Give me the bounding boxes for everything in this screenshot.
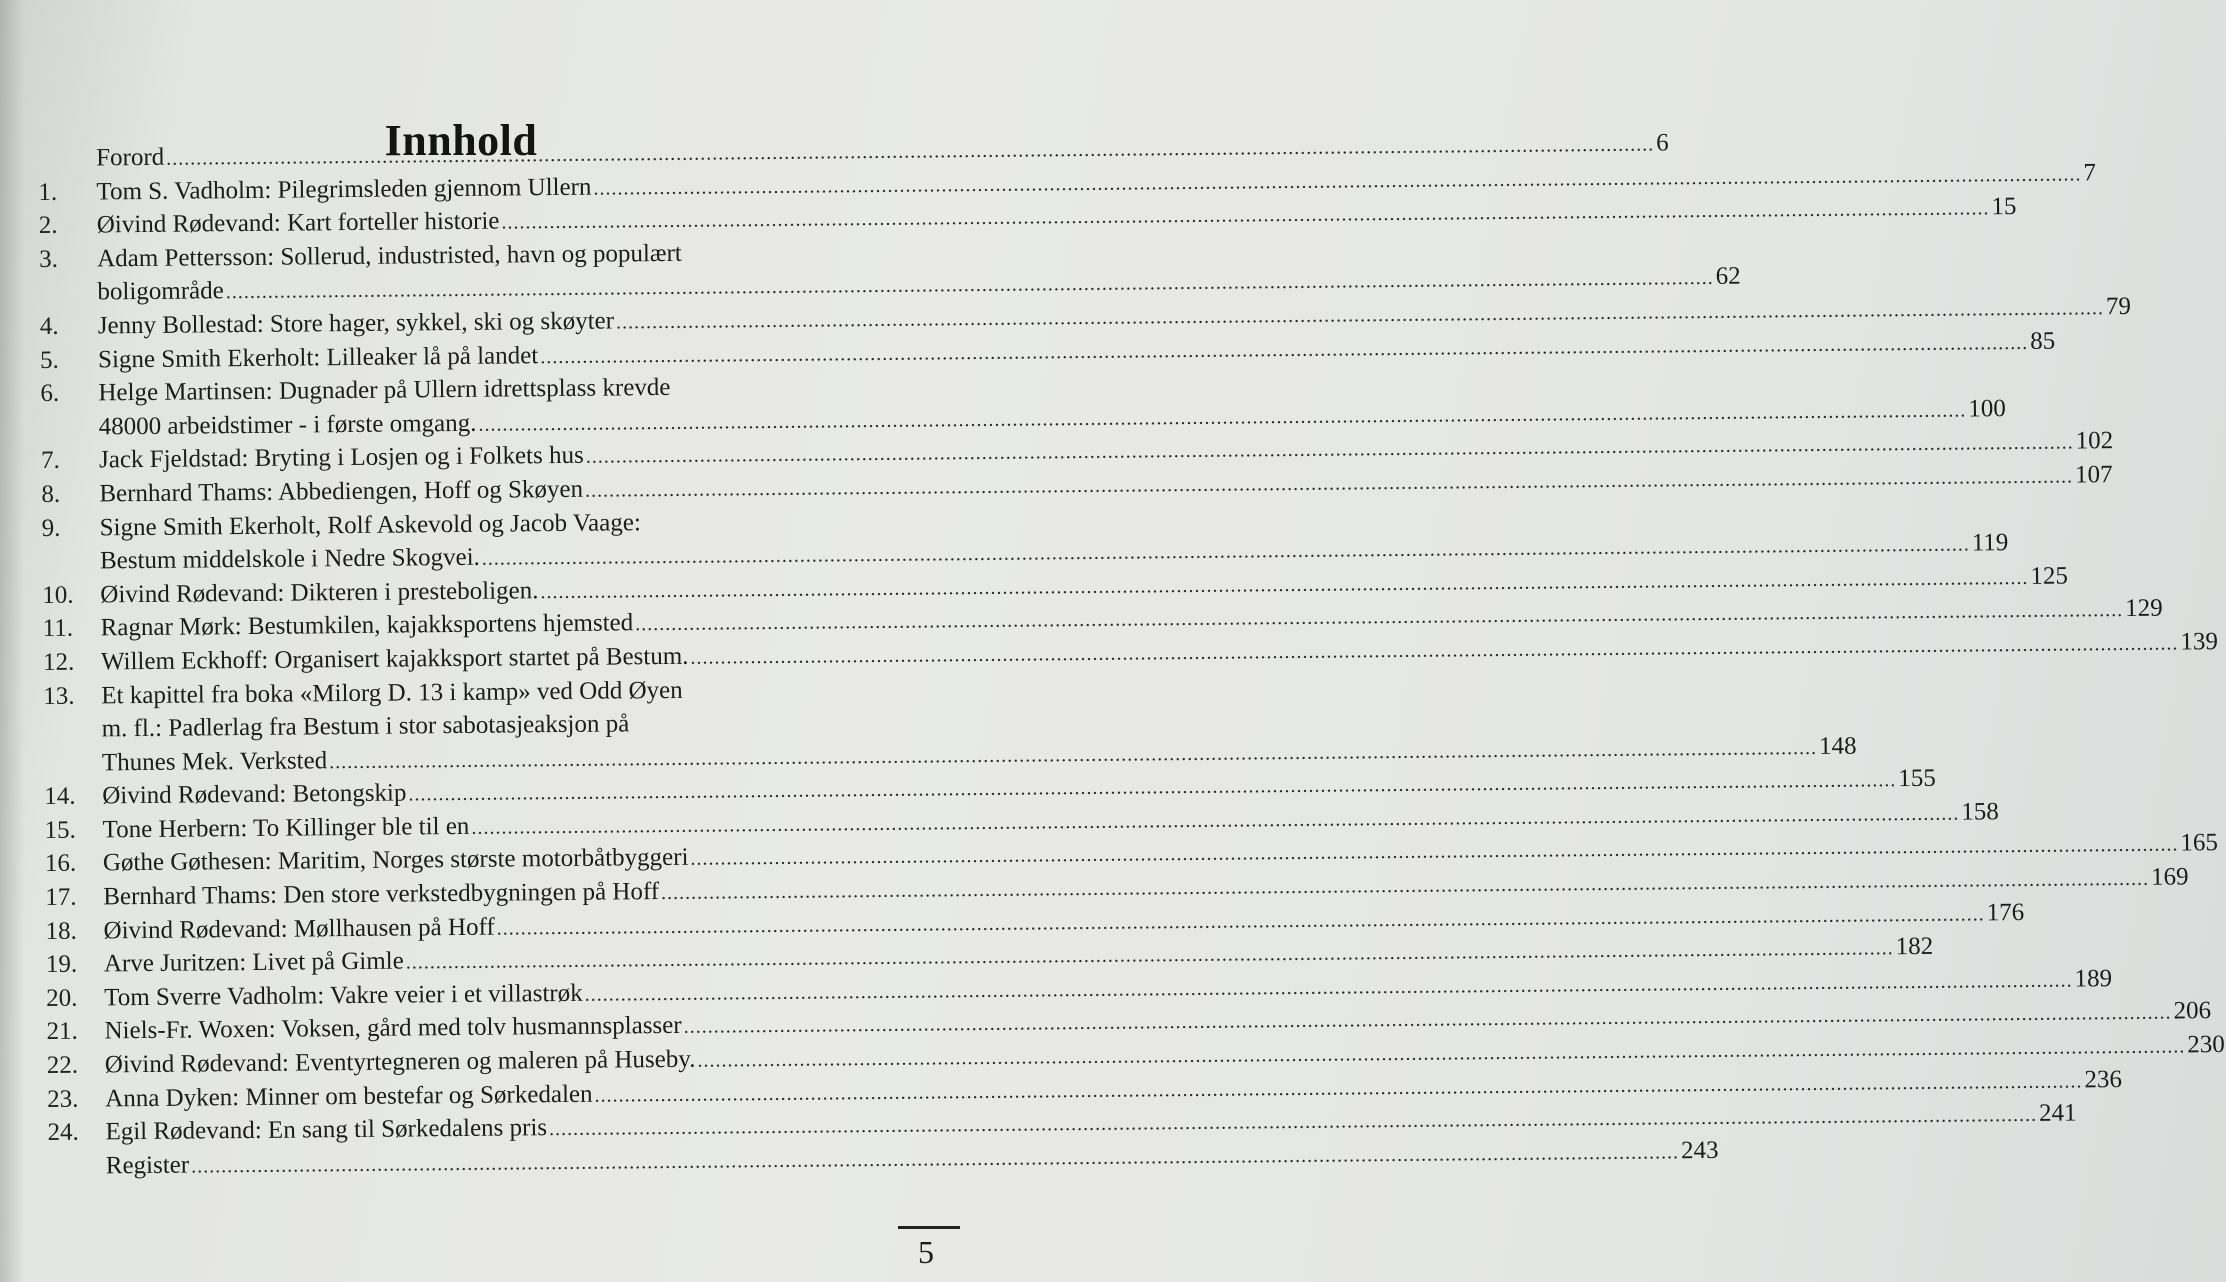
entry-page-number: 129 xyxy=(2124,594,2163,623)
entry-number: 17. xyxy=(45,883,77,912)
entry-number xyxy=(40,300,98,301)
entry-title: Jack Fjeldstad: Bryting i Losjen og i Folkets hus xyxy=(98,442,584,474)
toc-entry xyxy=(43,671,1857,780)
entry-number: 21. xyxy=(46,1018,78,1046)
entry-title: Register xyxy=(105,1151,190,1180)
entry-title: Tom Sverre Vadholm: Vakre veier i et villastrøk xyxy=(104,979,583,1012)
entry-number: 19. xyxy=(45,950,78,979)
entry-number: 20. xyxy=(46,984,78,1012)
entry-page-number: 155 xyxy=(1898,765,1936,793)
entry-number: 14. xyxy=(44,782,76,811)
entry-title: Tone Herbern: To Killinger ble til en xyxy=(102,812,470,844)
entry-title: Øivind Rødevand: Eventyrtegneren og maleren på Huseby. xyxy=(104,1045,696,1079)
entry-number: 9. xyxy=(41,514,61,542)
entry-page-number: 102 xyxy=(2075,427,2114,455)
entry-page-number: 169 xyxy=(2150,863,2189,891)
entry-page-number: 119 xyxy=(1971,529,2009,557)
entry-page-number: 107 xyxy=(2074,461,2113,489)
entry-page-number: 125 xyxy=(2030,562,2068,590)
entry-title: Øivind Rødevand: Møllhausen på Hoff xyxy=(103,913,495,945)
entry-page-number: 79 xyxy=(2105,292,2132,321)
entry-title: Øivind Rødevand: Dikteren i presteboligen. xyxy=(100,576,539,609)
entry-page-number: 182 xyxy=(1895,933,1934,961)
entry-page-number: 100 xyxy=(1968,394,2006,423)
entry-title: Niels-Fr. Woxen: Voksen, gård med tolv husmannsplasser xyxy=(104,1012,682,1045)
entry-title: Thunes Mek. Verksted xyxy=(101,746,328,777)
entry-title: Willem Eckhoff: Organisert kajakksport startet på Bestum. xyxy=(100,642,689,676)
toc-entry-line xyxy=(48,1136,1719,1184)
entry-number: 24. xyxy=(47,1118,79,1147)
toc-entry xyxy=(38,235,1741,310)
entry-page-number: 85 xyxy=(2030,327,2056,355)
toc-entry xyxy=(40,369,2006,444)
entry-number xyxy=(41,434,99,435)
entry-page-number: 139 xyxy=(2180,628,2219,656)
entry-number xyxy=(44,770,102,771)
entry-title: Ragnar Mørk: Bestumkilen, kajakksportens hjemsted xyxy=(100,609,634,642)
entry-title: Gøthe Gøthesen: Maritim, Norges største motorbåtbyggeri xyxy=(102,844,689,877)
entry-title: Tom S. Vadholm: Pilegrimsleden gjennom Ullern xyxy=(96,173,592,206)
entry-title: Forord xyxy=(96,143,165,172)
entry-title: 48000 arbeidstimer - i første omgang. xyxy=(98,409,477,441)
entry-page-number: 243 xyxy=(1680,1136,1719,1165)
entry-title: Bestum middelskole i Nedre Skogvei. xyxy=(99,543,480,575)
toc-entry xyxy=(48,1136,1719,1184)
entry-number xyxy=(44,737,102,738)
entry-number: 8. xyxy=(41,480,61,508)
page-number: 5 xyxy=(918,1234,934,1270)
entry-page-number: 176 xyxy=(1986,898,2025,926)
entry-title: Bernhard Thams: Abbediengen, Hoff og Skøyen xyxy=(99,475,584,508)
entry-page-number: 7 xyxy=(2083,158,2096,186)
entry-number: 16. xyxy=(44,850,77,878)
entry-number: 2. xyxy=(38,212,58,240)
entry-title: boligområde xyxy=(97,277,224,306)
entry-page-number: 241 xyxy=(2038,1099,2077,1128)
entry-title: Jenny Bollestad: Store hager, sykkel, ski og skøyter xyxy=(97,307,615,340)
entry-title: Egil Rødevand: En sang til Sørkedalens pris xyxy=(105,1114,548,1146)
entry-number: 7. xyxy=(40,447,60,475)
page-title: Innhold xyxy=(384,116,538,166)
entry-page-number: 158 xyxy=(1961,798,1999,826)
entry-number: 10. xyxy=(42,581,74,609)
entry-page-number: 148 xyxy=(1818,732,1857,760)
entry-page-number: 62 xyxy=(1715,263,1741,291)
entry-number: 18. xyxy=(45,917,77,945)
entry-title: Øivind Rødevand: Kart forteller historie xyxy=(96,207,500,239)
entry-number: 13. xyxy=(43,682,75,710)
entry-number: 3. xyxy=(38,245,59,273)
entry-number xyxy=(48,1173,106,1174)
entry-page-number: 6 xyxy=(1656,129,1669,157)
entry-page-number: 189 xyxy=(2074,964,2113,993)
entry-title: Bernhard Thams: Den store verkstedbygningen på Hoff xyxy=(103,878,660,911)
entry-title: Adam Pettersson: Sollerud, industristed, havn og populært xyxy=(96,239,682,273)
entry-page-number: 236 xyxy=(2084,1065,2123,1094)
entry-number: 6. xyxy=(40,379,60,408)
entry-title: Signe Smith Ekerholt, Rolf Askevold og Jacob Vaage: xyxy=(99,508,641,541)
entry-page-number: 230 xyxy=(2187,1031,2225,1059)
entry-title: m. fl.: Padlerlag fra Bestum i stor sabotasjeaksjon på xyxy=(101,710,630,743)
entry-number xyxy=(38,165,96,166)
table-of-contents xyxy=(38,129,2225,1184)
entry-title: Arve Juritzen: Livet på Gimle xyxy=(103,947,404,978)
entry-number: 1. xyxy=(38,178,58,206)
entry-number: 4. xyxy=(39,312,59,340)
page-gutter-shadow xyxy=(0,0,24,1282)
entry-title: Et kapittel fra boka «Milorg D. 13 i kamp» ved Odd Øyen xyxy=(101,676,683,709)
toc-entry xyxy=(41,503,2009,578)
entry-title: Helge Martinsen: Dugnader på Ullern idrettsplass krevde xyxy=(98,374,671,407)
entry-page-number: 15 xyxy=(1991,193,2017,221)
entry-number: 15. xyxy=(44,816,76,844)
entry-number: 5. xyxy=(39,346,59,374)
entry-title: Øivind Rødevand: Betongskip xyxy=(102,779,407,810)
entry-page-number: 206 xyxy=(2173,997,2212,1025)
entry-number: 11. xyxy=(42,614,74,643)
entry-number: 23. xyxy=(47,1085,79,1113)
entry-number xyxy=(42,569,100,570)
entry-title: Signe Smith Ekerholt: Lilleaker lå på landet xyxy=(97,341,539,373)
entry-title: Anna Dyken: Minner om bestefar og Sørkedalen xyxy=(105,1080,593,1113)
folio-rule xyxy=(898,1226,960,1229)
entry-number: 12. xyxy=(42,648,75,676)
entry-page-number: 165 xyxy=(2180,829,2219,857)
entry-number: 22. xyxy=(46,1051,79,1079)
